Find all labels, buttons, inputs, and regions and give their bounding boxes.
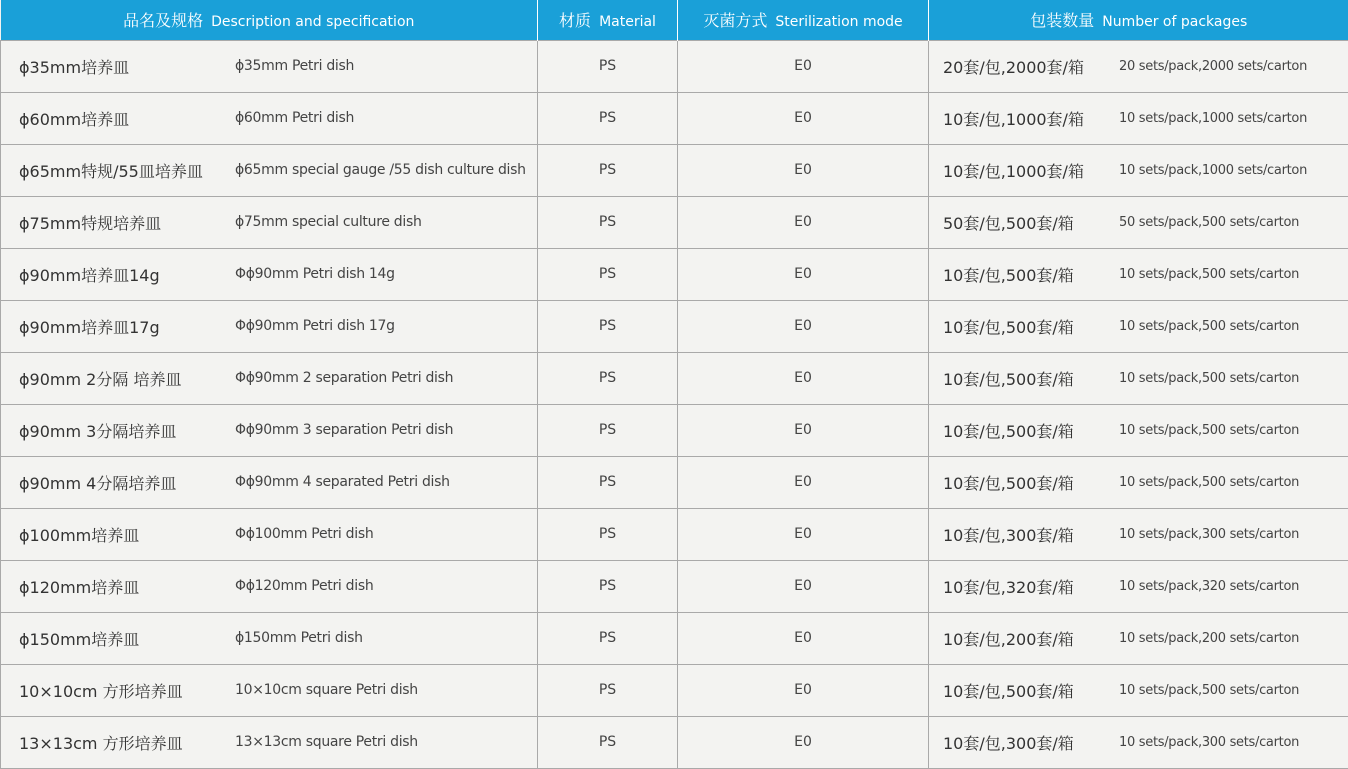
product-name-zh: ϕ120mm培养皿 (1, 575, 235, 598)
product-name-zh: ϕ60mm培养皿 (1, 107, 235, 130)
header-sterilization (678, 0, 929, 40)
sterilization-cell: E0 (678, 300, 929, 352)
table-row (1, 196, 1348, 248)
product-name-zh: ϕ90mm 2分隔 培养皿 (1, 367, 235, 390)
header-sterilization-zh: 灭菌方式 (703, 11, 767, 30)
table-row (1, 664, 1348, 716)
product-name-en: ϕ75mm special culture dish (235, 214, 422, 230)
packages-en: 10 sets/pack,1000 sets/carton (1119, 163, 1307, 178)
packages-zh: 20套/包,2000套/箱 (943, 55, 1119, 78)
table-body (1, 40, 1348, 768)
header-row (1, 0, 1348, 40)
packages-zh: 50套/包,500套/箱 (943, 211, 1119, 234)
name-cell (1, 144, 538, 196)
table-row (1, 300, 1348, 352)
product-name-zh: 13×13cm 方形培养皿 (1, 731, 235, 754)
name-cell (1, 560, 538, 612)
name-cell (1, 508, 538, 560)
packages-en: 10 sets/pack,500 sets/carton (1119, 683, 1299, 698)
header-material-zh: 材质 (559, 11, 591, 30)
header-material (538, 0, 678, 40)
packages-zh: 10套/包,320套/箱 (943, 575, 1119, 598)
name-cell (1, 352, 538, 404)
sterilization-cell: E0 (678, 40, 929, 92)
sterilization-cell: E0 (678, 664, 929, 716)
name-cell (1, 404, 538, 456)
table-row (1, 560, 1348, 612)
packages-en: 50 sets/pack,500 sets/carton (1119, 215, 1299, 230)
product-name-en: Φϕ90mm 3 separation Petri dish (235, 422, 453, 438)
material-cell: PS (538, 612, 678, 664)
name-cell (1, 664, 538, 716)
product-name-zh: 10×10cm 方形培养皿 (1, 679, 235, 702)
packages-cell (929, 248, 1348, 300)
material-cell: PS (538, 40, 678, 92)
product-name-zh: ϕ150mm培养皿 (1, 627, 235, 650)
material-cell: PS (538, 664, 678, 716)
product-name-en: 13×13cm square Petri dish (235, 734, 418, 750)
table-row (1, 92, 1348, 144)
table-row (1, 40, 1348, 92)
packages-en: 10 sets/pack,500 sets/carton (1119, 319, 1299, 334)
product-name-en: Φϕ90mm 2 separation Petri dish (235, 370, 453, 386)
table-row (1, 508, 1348, 560)
packages-zh: 10套/包,200套/箱 (943, 627, 1119, 650)
sterilization-cell: E0 (678, 456, 929, 508)
packages-cell (929, 196, 1348, 248)
packages-en: 10 sets/pack,500 sets/carton (1119, 423, 1299, 438)
product-name-en: 10×10cm square Petri dish (235, 682, 418, 698)
product-name-zh: ϕ90mm培养皿14g (1, 263, 235, 286)
product-name-zh: ϕ35mm培养皿 (1, 55, 235, 78)
name-cell (1, 40, 538, 92)
packages-cell (929, 352, 1348, 404)
header-packages-zh: 包装数量 (1030, 11, 1094, 30)
packages-cell (929, 92, 1348, 144)
packages-cell (929, 300, 1348, 352)
name-cell (1, 248, 538, 300)
packages-en: 10 sets/pack,500 sets/carton (1119, 475, 1299, 490)
header-packages-en: Number of packages (1102, 14, 1247, 30)
material-cell: PS (538, 196, 678, 248)
name-cell (1, 612, 538, 664)
product-name-en: Φϕ120mm Petri dish (235, 578, 373, 594)
packages-en: 10 sets/pack,300 sets/carton (1119, 527, 1299, 542)
header-sterilization-en: Sterilization mode (775, 14, 902, 30)
name-cell (1, 456, 538, 508)
packages-zh: 10套/包,500套/箱 (943, 315, 1119, 338)
material-cell: PS (538, 508, 678, 560)
sterilization-cell: E0 (678, 612, 929, 664)
packages-zh: 10套/包,500套/箱 (943, 471, 1119, 494)
packages-en: 20 sets/pack,2000 sets/carton (1119, 59, 1307, 74)
packages-cell (929, 716, 1348, 768)
material-cell: PS (538, 300, 678, 352)
packages-zh: 10套/包,500套/箱 (943, 263, 1119, 286)
product-name-zh: ϕ90mm 3分隔培养皿 (1, 419, 235, 442)
material-cell: PS (538, 456, 678, 508)
material-cell: PS (538, 404, 678, 456)
packages-en: 10 sets/pack,200 sets/carton (1119, 631, 1299, 646)
material-cell: PS (538, 248, 678, 300)
table-row (1, 716, 1348, 768)
table-row (1, 352, 1348, 404)
packages-en: 10 sets/pack,1000 sets/carton (1119, 111, 1307, 126)
product-name-en: Φϕ90mm Petri dish 17g (235, 318, 395, 334)
packages-zh: 10套/包,500套/箱 (943, 679, 1119, 702)
packages-en: 10 sets/pack,320 sets/carton (1119, 579, 1299, 594)
material-cell: PS (538, 716, 678, 768)
packages-zh: 10套/包,1000套/箱 (943, 107, 1119, 130)
packages-zh: 10套/包,500套/箱 (943, 419, 1119, 442)
packages-cell (929, 560, 1348, 612)
sterilization-cell: E0 (678, 352, 929, 404)
packages-zh: 10套/包,300套/箱 (943, 523, 1119, 546)
packages-cell (929, 508, 1348, 560)
table-header (1, 0, 1348, 40)
packages-zh: 10套/包,500套/箱 (943, 367, 1119, 390)
product-name-en: ϕ60mm Petri dish (235, 110, 354, 126)
packages-cell (929, 612, 1348, 664)
sterilization-cell: E0 (678, 508, 929, 560)
name-cell (1, 196, 538, 248)
table-row (1, 144, 1348, 196)
table-row (1, 248, 1348, 300)
packages-en: 10 sets/pack,500 sets/carton (1119, 371, 1299, 386)
material-cell: PS (538, 92, 678, 144)
sterilization-cell: E0 (678, 92, 929, 144)
product-name-en: ϕ150mm Petri dish (235, 630, 363, 646)
packages-cell (929, 456, 1348, 508)
product-name-en: Φϕ90mm 4 separated Petri dish (235, 474, 450, 490)
header-description (1, 0, 538, 40)
material-cell: PS (538, 560, 678, 612)
sterilization-cell: E0 (678, 404, 929, 456)
packages-cell (929, 404, 1348, 456)
material-cell: PS (538, 144, 678, 196)
packages-cell (929, 144, 1348, 196)
product-name-en: ϕ35mm Petri dish (235, 58, 354, 74)
packages-cell (929, 664, 1348, 716)
product-name-zh: ϕ75mm特规培养皿 (1, 211, 235, 234)
product-name-zh: ϕ65mm特规/55皿培养皿 (1, 159, 235, 182)
header-description-zh: 品名及规格 (123, 11, 203, 30)
product-name-zh: ϕ90mm培养皿17g (1, 315, 235, 338)
product-name-zh: ϕ90mm 4分隔培养皿 (1, 471, 235, 494)
material-cell: PS (538, 352, 678, 404)
table-row (1, 456, 1348, 508)
table-row (1, 612, 1348, 664)
sterilization-cell: E0 (678, 144, 929, 196)
sterilization-cell: E0 (678, 196, 929, 248)
header-material-en: Material (599, 14, 656, 30)
sterilization-cell: E0 (678, 248, 929, 300)
header-packages (929, 0, 1348, 40)
product-name-en: ϕ65mm special gauge /55 dish culture dish (235, 162, 526, 178)
name-cell (1, 92, 538, 144)
packages-cell (929, 40, 1348, 92)
name-cell (1, 300, 538, 352)
product-name-en: Φϕ90mm Petri dish 14g (235, 266, 395, 282)
packages-zh: 10套/包,1000套/箱 (943, 159, 1119, 182)
packages-en: 10 sets/pack,500 sets/carton (1119, 267, 1299, 282)
sterilization-cell: E0 (678, 560, 929, 612)
sterilization-cell: E0 (678, 716, 929, 768)
name-cell (1, 716, 538, 768)
packages-zh: 10套/包,300套/箱 (943, 731, 1119, 754)
product-name-en: Φϕ100mm Petri dish (235, 526, 373, 542)
product-name-zh: ϕ100mm培养皿 (1, 523, 235, 546)
table-row (1, 404, 1348, 456)
packages-en: 10 sets/pack,300 sets/carton (1119, 735, 1299, 750)
header-description-en: Description and specification (211, 14, 414, 30)
